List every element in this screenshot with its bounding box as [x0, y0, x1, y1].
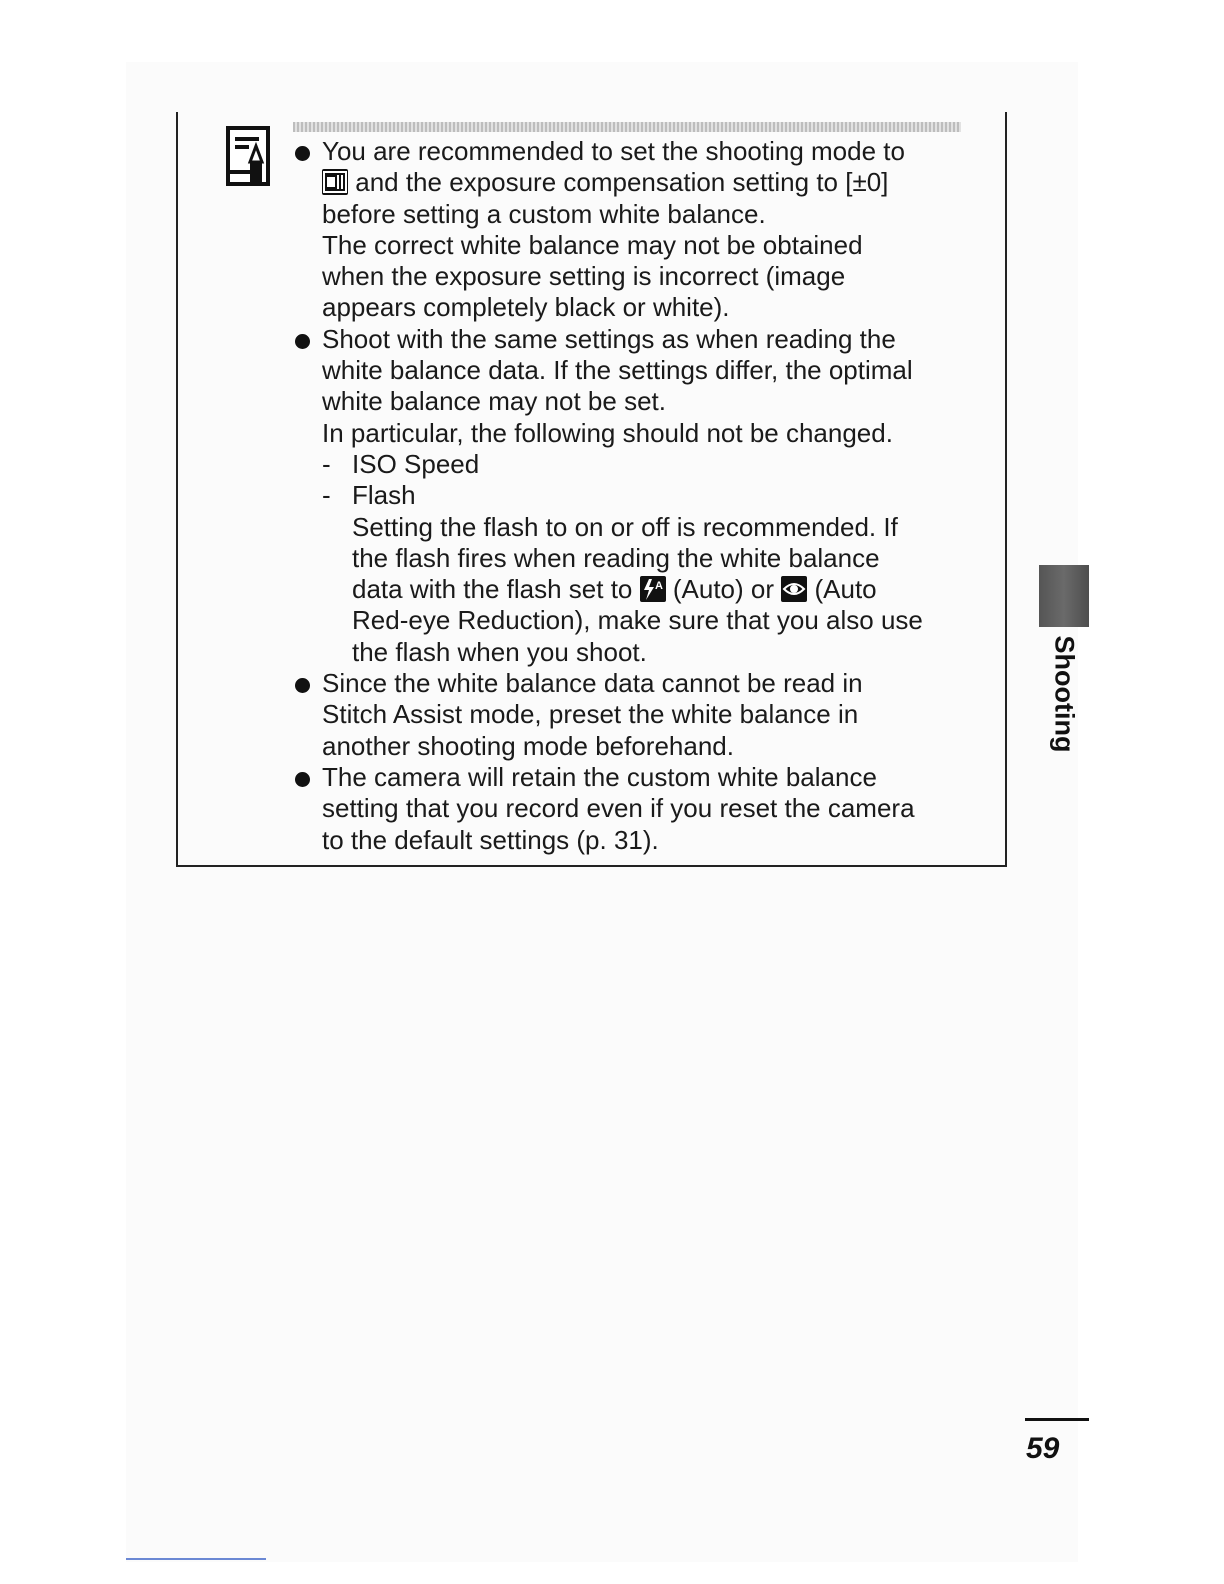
dash-marker: -	[322, 480, 331, 511]
text-line: when the exposure setting is incorrect (image	[322, 261, 846, 292]
section-tab-marker	[1039, 565, 1089, 627]
text-segment: data with the flash set to	[352, 574, 633, 605]
sub-list-item	[322, 480, 972, 668]
sub-item-label: Flash	[352, 480, 416, 511]
text-line: The camera will retain the custom white balance	[322, 761, 877, 792]
text-line: setting that you record even if you reset the camera	[322, 793, 915, 824]
svg-text:A: A	[654, 580, 663, 593]
dash-marker: -	[322, 448, 331, 479]
text-line-with-icons	[352, 574, 972, 605]
text-line: Red-eye Reduction), make sure that you also use	[352, 605, 923, 636]
memo-note-icon	[226, 126, 272, 188]
flash-auto-icon	[640, 576, 666, 602]
text-line: another shooting mode beforehand.	[322, 730, 734, 761]
note-bullet-item	[292, 324, 972, 668]
note-bullet-item	[292, 136, 972, 324]
text-line: Shoot with the same settings as when reading the	[322, 323, 896, 354]
text-line: white balance data. If the settings differ, the optimal	[322, 355, 913, 386]
text-line: before setting a custom white balance.	[322, 198, 766, 229]
page-number: 59	[1026, 1432, 1060, 1465]
text-line: and the exposure compensation setting to [±0]	[355, 167, 889, 198]
note-header-rule	[293, 122, 961, 132]
text-line: the flash when you shoot.	[352, 636, 647, 667]
section-tab-label: Shooting	[1049, 635, 1080, 753]
note-bullet-item	[292, 668, 972, 762]
text-line-with-icon	[322, 167, 972, 198]
note-bullet-item	[292, 762, 972, 856]
footer-edge-line	[126, 1558, 266, 1560]
text-line: In particular, the following should not be changed.	[322, 417, 893, 448]
text-segment: (Auto	[814, 574, 877, 605]
text-line: appears completely black or white).	[322, 292, 730, 323]
text-line: Since the white balance data cannot be read in	[322, 668, 863, 699]
text-line: The correct white balance may not be obtained	[322, 229, 863, 260]
text-line: the flash fires when reading the white balance	[352, 542, 880, 573]
text-line: to the default settings (p. 31).	[322, 824, 659, 855]
bullet-dot	[295, 334, 310, 349]
bullet-dot	[295, 678, 310, 693]
bullet-dot	[295, 146, 310, 161]
manual-mode-icon	[322, 169, 348, 195]
page-number-rule	[1025, 1418, 1089, 1421]
text-line: Stitch Assist mode, preset the white balance in	[322, 699, 859, 730]
sub-item-label: ISO Speed	[352, 448, 480, 479]
text-line: You are recommended to set the shooting mode to	[322, 136, 905, 166]
text-line: Setting the flash to on or off is recommended. If	[352, 511, 898, 542]
text-line: white balance may not be set.	[322, 386, 666, 417]
red-eye-reduction-icon	[781, 576, 807, 602]
sub-list-item	[322, 449, 972, 480]
bullet-dot	[295, 772, 310, 787]
text-segment: (Auto) or	[672, 574, 775, 605]
note-content	[292, 136, 972, 856]
